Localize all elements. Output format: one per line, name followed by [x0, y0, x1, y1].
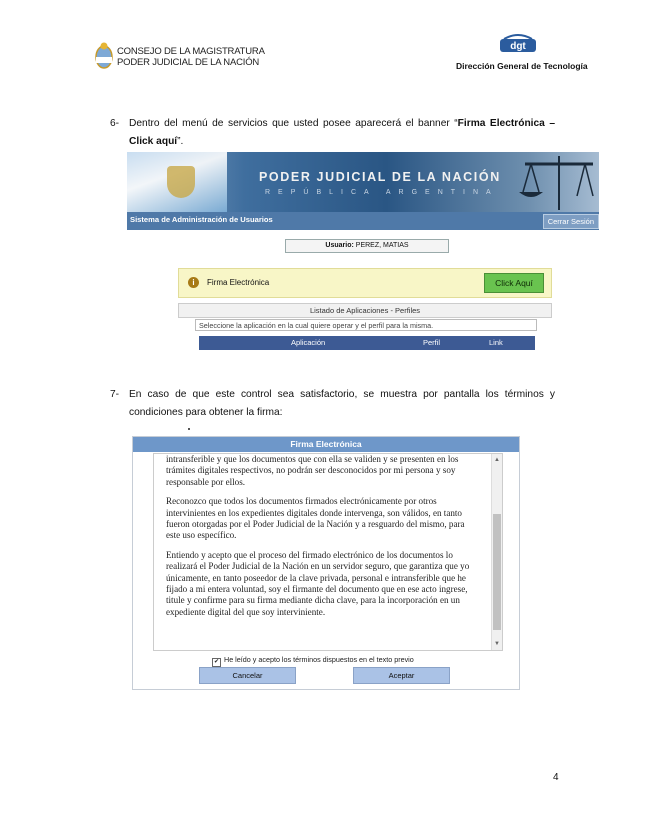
- scrollbar[interactable]: [491, 454, 502, 650]
- banner-subtitle: REPÚBLICA ARGENTINA: [265, 189, 499, 196]
- scroll-down-icon[interactable]: ▼: [494, 641, 500, 647]
- column-header: Perfil: [423, 338, 441, 347]
- info-icon: i: [188, 277, 199, 288]
- banner-title: PODER JUDICIAL DE LA NACIÓN: [259, 170, 501, 184]
- scroll-up-icon[interactable]: ▲: [494, 457, 500, 463]
- page-number: 4: [553, 772, 559, 783]
- terms-paragraph: Reconozco que todos los documentos firmados electrónicamente por otros intervinientes en los expedientes digitales donde intervenga, son válidos, en tanto fueron otorgadas por el Poder Judicial de la Nación y a resguardo del mismo, para este uso específico.: [166, 496, 465, 541]
- terms-text-area[interactable]: [153, 453, 503, 651]
- firma-banner: [178, 268, 552, 298]
- firma-label: Firma Electrónica: [207, 278, 270, 287]
- council-logo: [93, 41, 265, 75]
- terms-paragraph: intransferible y que los documentos que con ella se validen y se presenten en los trámites digitales respectivos, no podrán ser desconocidos por mi persona y soy responsable por ellos.: [166, 454, 459, 487]
- scales-of-justice-icon: [515, 156, 599, 210]
- column-header: Link: [489, 338, 503, 347]
- portal-screenshot: [127, 152, 599, 354]
- terms-dialog: [132, 436, 520, 690]
- column-header: Aplicación: [291, 338, 326, 347]
- cancel-button[interactable]: Cancelar: [199, 667, 296, 684]
- judicial-banner: [127, 152, 599, 212]
- application-select[interactable]: Seleccione la aplicación en la cual quiere operar y el perfil para la misma.: [195, 319, 537, 331]
- terms-paragraph: Entiendo y acepto que el proceso del firmado electrónico de los documentos lo realizará el Poder Judicial de la Nación en un servidor seguro, que garantiza que yo únicamente, en tanto poseedor de la clave privada, personal e intransferible que he fijado a mi entera voluntad, soy el firmante del documento que en ese acto ingrese, titule y confirme para su firma mediante dicha clave, para la incorporación en un expediente digital del que soy interviniente.: [166, 550, 470, 617]
- dgt-logo-text: dgt: [510, 41, 526, 52]
- org-line-2: PODER JUDICIAL DE LA NACIÓN: [117, 57, 260, 68]
- stray-dot: [188, 428, 190, 430]
- step-text: Dentro del menú de servicios que usted posee aparecerá el banner “Firma Electrónica – Click aquí”.: [129, 118, 555, 147]
- accept-button[interactable]: Aceptar: [353, 667, 450, 684]
- user-field: Usuario: PEREZ, MATIAS: [285, 239, 449, 253]
- system-bar: [127, 212, 599, 230]
- department-name: Dirección General de Tecnología: [456, 61, 588, 71]
- dgt-logo: [500, 33, 536, 53]
- step-number: 6-: [110, 118, 120, 129]
- step-number: 7-: [110, 389, 120, 400]
- scrollbar-thumb[interactable]: [493, 514, 501, 630]
- step-6: [110, 115, 560, 151]
- dgt-logo-icon: [500, 33, 536, 53]
- org-line-1: CONSEJO DE LA MAGISTRATURA: [117, 46, 265, 57]
- step-text: En caso de que este control sea satisfactorio, se muestra por pantalla los términos y condiciones para obtener la firma:: [129, 389, 555, 418]
- step-7: [110, 386, 560, 422]
- seal-icon: [167, 166, 195, 198]
- click-aqui-button[interactable]: Click Aquí: [484, 273, 544, 293]
- checkbox-icon[interactable]: ✔: [213, 659, 220, 665]
- dialog-title: Firma Electrónica: [133, 437, 519, 452]
- argentina-emblem-icon: [93, 41, 115, 71]
- applications-table-header: [199, 336, 535, 350]
- close-session-button[interactable]: Cerrar Sesión: [543, 214, 599, 229]
- system-title: Sistema de Administración de Usuarios: [130, 215, 273, 224]
- accept-terms-checkbox[interactable]: ✔ He leído y acepto los términos dispuestos en el texto previo: [213, 655, 414, 665]
- applications-list-title: Listado de Aplicaciones - Perfiles: [178, 303, 552, 318]
